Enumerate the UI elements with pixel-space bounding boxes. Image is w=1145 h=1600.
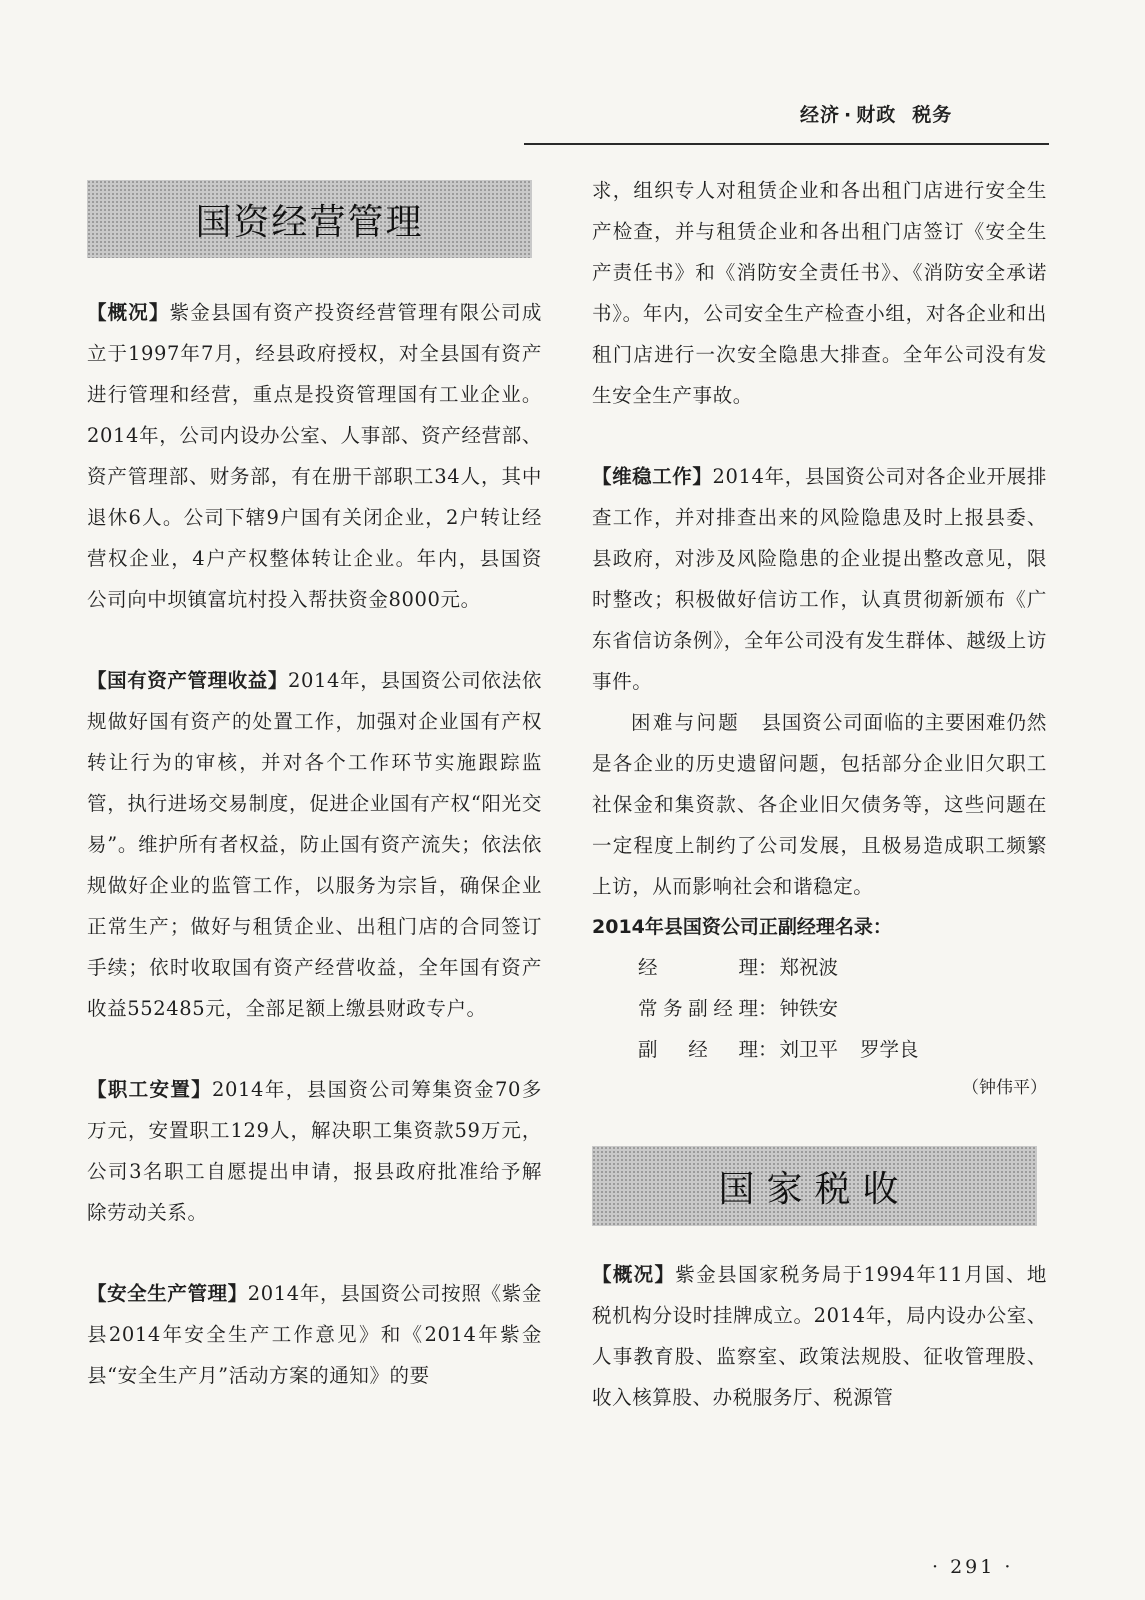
right-column	[592, 170, 1047, 1418]
roster-name: 钟铁安	[779, 997, 839, 1020]
paragraph-overview	[87, 292, 542, 620]
paragraph-keyword: 【国有资产管理收益】	[87, 669, 288, 692]
paragraph-keyword: 【概况】	[87, 301, 170, 324]
paragraph-subhead: 困难与问题	[631, 711, 741, 734]
roster-role: 经理	[638, 956, 758, 979]
paragraph-text: 2014年，县国资公司对各企业开展排查工作，并对排查出来的风险隐患及时上报县委、县政府，对涉及风险隐患的企业提出整改意见，限时整改；积极做好信访工作，认真贯彻新颁布《广东省信访条例》，全年公司没有发生群体、越级上访事件。	[592, 465, 1047, 693]
paragraph-text: 紫金县国家税务局于1994年11月国、地税机构分设时挂牌成立。2014年，局内设办公室、人事教育股、监察室、政策法规股、征收管理股、收入核算股、办税服务厅、税源管	[592, 1263, 1047, 1409]
section-title: 国资经营管理	[195, 201, 424, 243]
roster-name: 罗学良	[860, 1038, 919, 1061]
paragraph-keyword: 【安全生产管理】	[87, 1282, 248, 1305]
roster-row: 经理 ： 郑祝波	[592, 947, 1047, 988]
paragraph-text: 2014年，县国资公司按照《紫金县2014年安全生产工作意见》和《2014年紫金县“安全生产月”活动方案的通知》的要	[87, 1282, 542, 1387]
paragraph-text: 县国资公司面临的主要困难仍然是各企业的历史遗留问题，包括部分企业旧欠职工社保金和集资款、各企业旧欠债务等，这些问题在一定程度上制约了公司发展，且极易造成职工频繁上访，从而影响社会和谐稳定。	[592, 711, 1047, 898]
roster-name: 郑祝波	[779, 956, 839, 979]
header-rule	[524, 143, 1049, 145]
paragraph-safety-continued	[592, 170, 1047, 416]
section-banner-state-assets	[87, 180, 532, 258]
paragraph-text: 2014年，县国资公司筹集资金70多万元，安置职工129人，解决职工集资款59万元，公司3名职工自愿提出申请，报县政府批准给予解除劳动关系。	[87, 1078, 542, 1224]
left-column	[87, 180, 542, 1396]
running-head-part1: 经济	[800, 104, 841, 126]
paragraph-stability	[592, 456, 1047, 702]
roster-role: 副经理	[638, 1038, 758, 1061]
running-head-part2: 财政	[856, 104, 897, 126]
page-number: · 291 ·	[932, 1556, 1014, 1578]
roster-title: 2014年县国资公司正副经理名录：	[592, 916, 892, 938]
roster-list	[592, 947, 1047, 1070]
paragraph-problems	[592, 702, 1047, 907]
paragraph-safety	[87, 1273, 542, 1396]
paragraph-text: 2014年，县国资公司依法依规做好国有资产的处置工作，加强对企业国有产权转让行为的审核，并对各个工作环节实施跟踪监管，执行进场交易制度，促进企业国有产权“阳光交易”。维护所有者权益，防止国有资产流失；依法依规做好企业的监管工作，以服务为宗旨，确保企业正常生产；做好与租赁企业、出租门店的合同签订手续；依时收取国有资产经营收益，全年国有资产收益552485元，全部足额上缴县财政专户。	[87, 669, 542, 1020]
paragraph-tax-overview	[592, 1254, 1047, 1418]
roster-role: 常务副经理	[638, 997, 758, 1020]
paragraph-staff-placement	[87, 1069, 542, 1233]
roster-name: 刘卫平	[779, 1038, 839, 1061]
running-head	[800, 100, 1040, 127]
paragraph-text: 紫金县国有资产投资经营管理有限公司成立于1997年7月，经县政府授权，对全县国有资产进行管理和经营，重点是投资管理国有工业企业。2014年，公司内设办公室、人事部、资产经营部、资产管理部、财务部，有在册干部职工34人，其中退休6人。公司下辖9户国有关闭企业，2户转让经营权企业，4户产权整体转让企业。年内，县国资公司向中坝镇富坑村投入帮扶资金8000元。	[87, 301, 542, 611]
section-title: 国家税收	[718, 1168, 911, 1210]
author-credit: （钟伟平）	[962, 1078, 1047, 1098]
running-head-dot: ·	[844, 104, 853, 126]
running-head-part3: 税务	[912, 104, 953, 126]
paragraph-asset-revenue	[87, 660, 542, 1029]
roster-row: 常务副经理 ： 钟铁安	[592, 988, 1047, 1029]
paragraph-text: 求，组织专人对租赁企业和各出租门店进行安全生产检查，并与租赁企业和各出租门店签订《安全生产责任书》和《消防安全责任书》、《消防安全承诺书》。年内，公司安全生产检查小组，对各企业和出租门店进行一次安全隐患大排查。全年公司没有发生安全生产事故。	[592, 179, 1047, 407]
roster-row: 副经理 ： 刘卫平 罗学良	[592, 1029, 1047, 1070]
paragraph-keyword: 【维稳工作】	[592, 465, 713, 488]
paragraph-keyword: 【概况】	[592, 1263, 676, 1286]
paragraph-keyword: 【职工安置】	[87, 1078, 212, 1101]
section-banner-national-tax	[592, 1146, 1037, 1226]
